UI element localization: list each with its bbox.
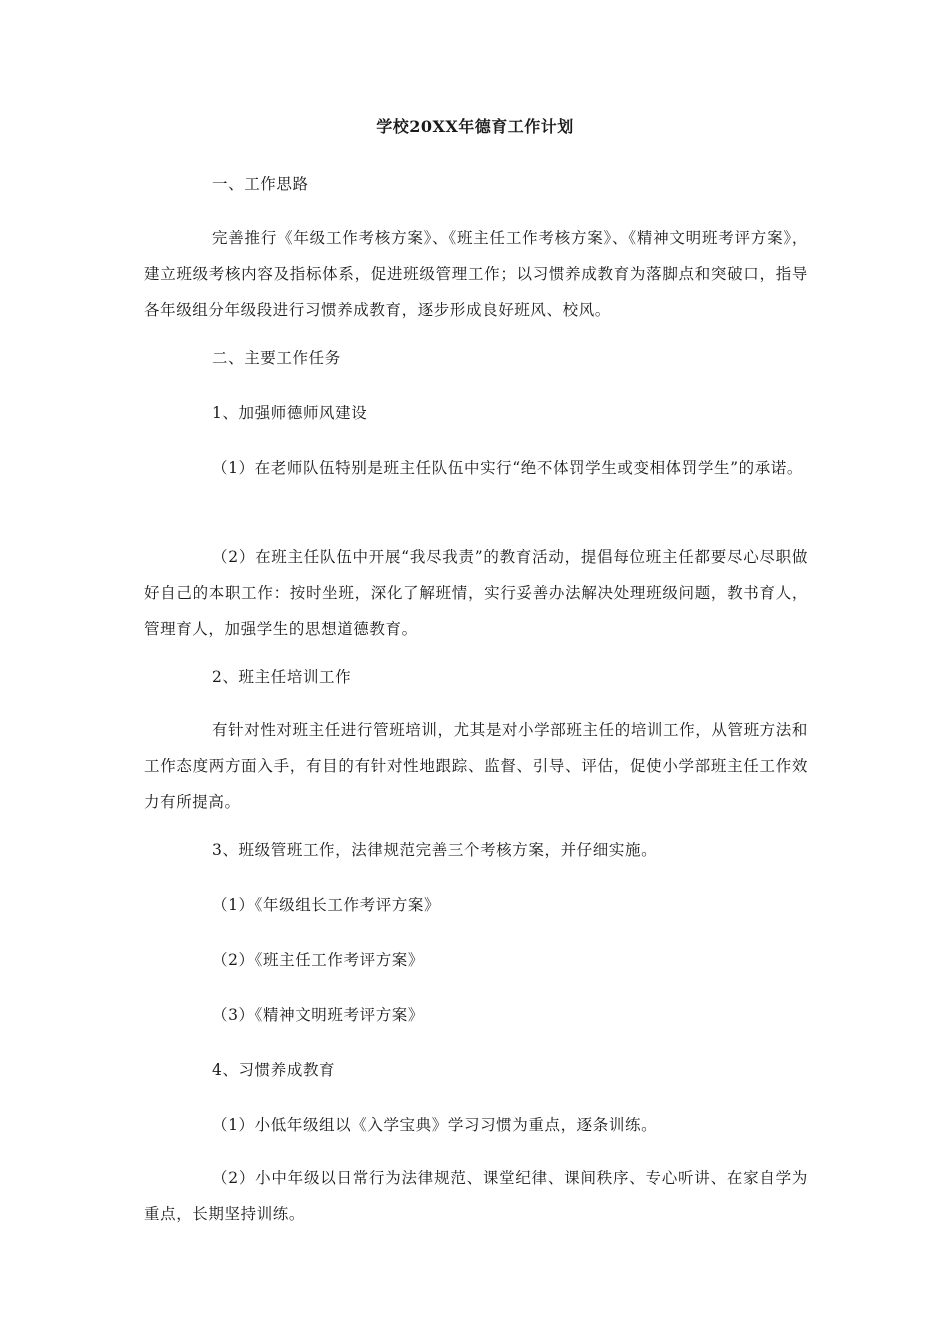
subheading-class-management: 3、班级管班工作，法律规范完善三个考核方案，并仔细实施。 [212, 841, 658, 859]
subheading-teacher-ethics: 1、加强师德师风建设 [212, 404, 368, 422]
section-heading-main-tasks: 二、主要工作任务 [212, 349, 341, 367]
item-grade-leader-plan: （1）《年级组长工作考评方案》 [212, 896, 441, 914]
item-no-corporal-punishment: （1）在老师队伍特别是班主任队伍中实行“绝不体罚学生或变相体罚学生”的承诺。 [212, 459, 804, 477]
paragraph-training: 有针对性对班主任进行管班培训，尤其是对小学部班主任的培训工作，从管班方法和工作态度两方面入手，有目的有针对性地跟踪、监督、引导、评估，促使小学部班主任工作效力有所提高。 [144, 721, 808, 811]
item-lower-grade-habits: （1）小低年级组以《入学宝典》学习习惯为重点，逐条训练。 [212, 1116, 658, 1134]
item-civilized-class-plan: （3）《精神文明班考评方案》 [212, 1006, 425, 1024]
section-heading-work-idea: 一、工作思路 [212, 175, 309, 193]
item-head-teacher-plan: （2）《班主任工作考评方案》 [212, 951, 425, 969]
item-middle-grade-habits: （2）小中年级以日常行为法律规范、课堂纪律、课间秩序、专心听讲、在家自学为重点，长期坚持训练。 [144, 1169, 808, 1223]
subheading-habit-education: 4、习惯养成教育 [212, 1061, 336, 1079]
subheading-teacher-training: 2、班主任培训工作 [212, 668, 352, 686]
document-title: 学校20XX年德育工作计划 [376, 117, 574, 136]
item-responsibility-activity: （2）在班主任队伍中开展“我尽我责”的教育活动，提倡每位班主任都要尽心尽职做好自己的本职工作：按时坐班，深化了解班情，实行妥善办法解决处理班级问题，教书育人，管理育人，加强学生的思想道德教育。 [144, 548, 808, 638]
paragraph-work-idea: 完善推行《年级工作考核方案》、《班主任工作考核方案》、《精神文明班考评方案》，建立班级考核内容及指标体系，促进班级管理工作；以习惯养成教育为落脚点和突破口，指导各年级组分年级段进行习惯养成教育，逐步形成良好班风、校风。 [144, 229, 808, 319]
